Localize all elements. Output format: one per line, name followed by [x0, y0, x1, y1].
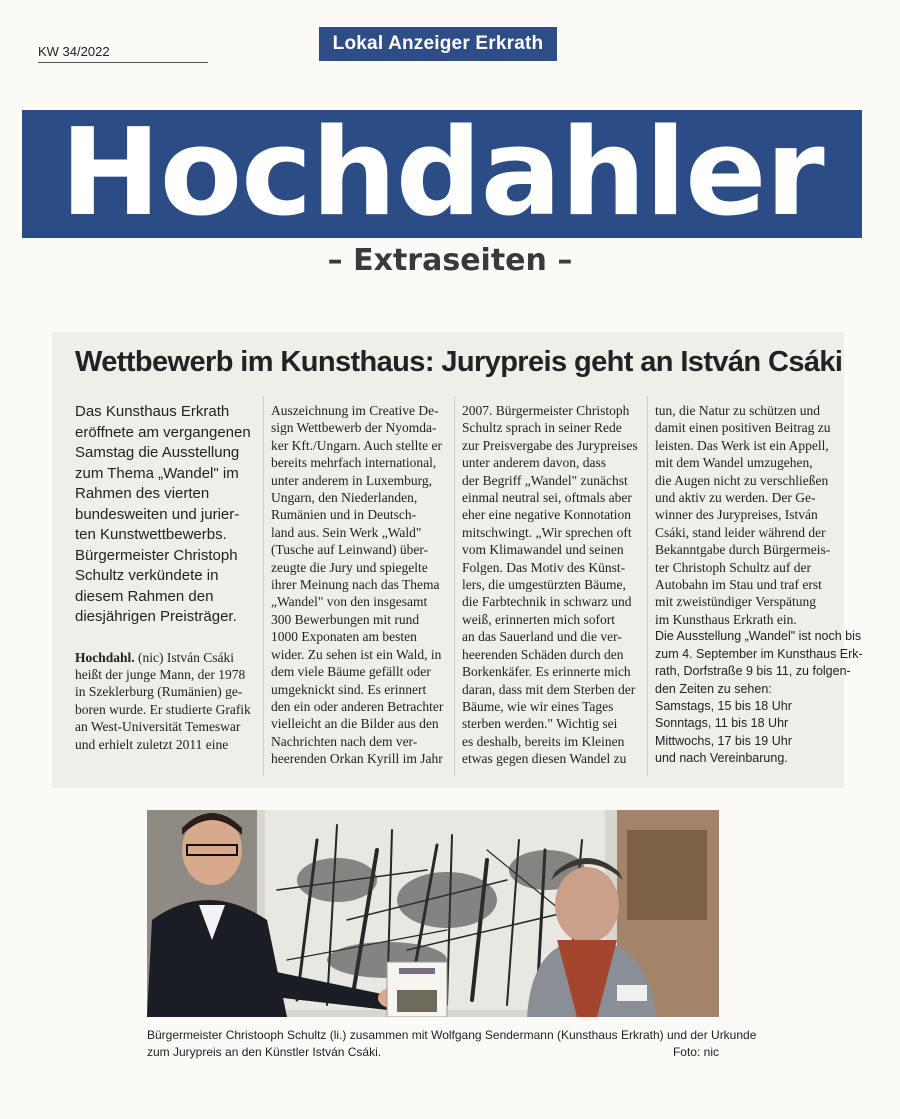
body-line: daran, dass mit dem Sterben der: [462, 681, 636, 697]
body-line: zur Preisvergabe des Jurypreises: [462, 437, 638, 453]
body-line: die Augen nicht zu verschließen: [655, 472, 829, 488]
lead-line: diesem Rahmen den: [75, 587, 214, 605]
photo-illustration: [147, 810, 719, 1017]
body-line: Ungarn, den Niederlanden,: [271, 490, 418, 506]
body-line: einmal neutral sei, oftmals aber: [462, 490, 632, 506]
info-line: Samstags, 15 bis 18 Uhr: [655, 698, 792, 713]
body-line: im Kunsthaus Erkrath ein.: [655, 611, 797, 627]
body-line: sterben werden." Wichtig sei: [462, 716, 618, 732]
body-line: Autobahn im Stau und traf erst: [655, 577, 822, 593]
body-line: Bäume, wie wir eines Tages: [462, 698, 614, 714]
article-body-start: [75, 649, 255, 753]
photo-credit: Foto: nic: [672, 1045, 719, 1059]
body-line: mitschwingt. „Wir sprechen oft: [462, 524, 632, 540]
article-headline: Wettbewerb im Kunsthaus: Jurypreis geht an István Csáki: [75, 346, 843, 378]
body-line: boren wurde. Er studierte Grafik: [75, 701, 251, 717]
body-line: etwas gegen diesen Wandel zu: [462, 751, 627, 767]
body-line: den ein oder anderen Betrachter: [271, 698, 444, 714]
lead-line: Das Kunsthaus Erkrath: [75, 403, 230, 420]
body-line: heerenden Schäden durch den: [462, 646, 624, 662]
lead-line: ten Kunstwettbewerbs.: [75, 526, 227, 543]
info-line: und nach Vereinbarung.: [655, 751, 788, 766]
newspaper-name: Lokal Anzeiger Erkrath: [319, 27, 557, 61]
article-photo: [147, 810, 719, 1017]
body-line: unter anderem davon, dass: [462, 455, 606, 471]
lead-line: Rahmen des vierten: [75, 485, 210, 502]
article-column-1: [75, 402, 255, 753]
column-divider: [647, 396, 648, 776]
body-line: Schultz sprach in seiner Rede: [462, 420, 622, 436]
body-line: damit einen positiven Beitrag zu: [655, 420, 831, 436]
body-line: mit zweistündiger Verspätung: [655, 594, 816, 610]
body-line: ker Kft./Ungarn. Auch stellte er: [271, 437, 442, 453]
article-lead: [75, 402, 255, 628]
body-line: 2007. Bürgermeister Christoph: [462, 403, 630, 418]
info-line: den Zeiten zu sehen:: [655, 681, 772, 696]
exhibition-info: [655, 628, 863, 767]
body-line: und erhielt zuletzt 2011 eine: [75, 736, 229, 752]
body-line: Auszeichnung im Creative De-: [271, 403, 439, 418]
lead-line: diesjährigen Preisträger.: [75, 608, 237, 625]
body-line: vielleicht an die Bilder aus den: [271, 716, 439, 732]
body-line: Folgen. Das Motiv des Künst-: [462, 559, 626, 575]
body-line: unter anderem in Luxemburg,: [271, 472, 432, 488]
body-line: umgeknickt sind. Es erinnert: [271, 681, 427, 697]
body-line: leisten. Das Werk ist ein Appell,: [655, 437, 829, 453]
body-line: heißt der junge Mann, der 1978: [75, 666, 246, 682]
info-line: Sonntags, 11 bis 18 Uhr: [655, 716, 789, 731]
body-line: und aktiv zu werden. Der Ge-: [655, 490, 816, 506]
body-line: wider. Zu sehen ist ein Wald, in: [271, 646, 442, 662]
lead-line: bundesweiten und jurier-: [75, 505, 240, 523]
body-line: land aus. Sein Werk „Wald": [271, 524, 422, 540]
caption-line: zum Jurypreis an den Künstler István Csáki.: [147, 1045, 382, 1059]
body-line: vom Klimawandel und seinen: [462, 542, 624, 558]
body-line: zeugte die Jury und spiegelte: [271, 559, 428, 575]
body-line: sign Wettbewerb der Nyomda-: [271, 420, 437, 436]
caption-line: Bürgermeister Christooph Schultz (li.) zusammen mit Wolfgang Sendermann (Kunsthaus Erkrath) und der Urkunde: [147, 1028, 757, 1042]
body-line: 300 Bewerbungen mit rund: [271, 611, 420, 627]
body-line: ter Christoph Schultz auf der: [655, 559, 811, 575]
body-line: „Wandel" von den insgesamt: [271, 594, 428, 610]
column-divider: [454, 396, 455, 776]
lead-line: Bürgermeister Christoph: [75, 546, 238, 564]
body-line: die Farbtechnik in schwarz und: [462, 594, 632, 610]
photo-caption: [147, 1027, 757, 1061]
body-line: [75, 649, 255, 666]
body-line: lers, die umgestürzten Bäume,: [462, 577, 626, 593]
body-line: an das Sauerland und die ver-: [462, 629, 622, 645]
section-label: – Extraseiten –: [327, 243, 573, 278]
body-line: heerenden Orkan Kyrill im Jahr: [271, 751, 443, 767]
lead-line: zum Thema „Wandel" im: [75, 464, 239, 482]
body-line: Csáki, stand leider während der: [655, 524, 826, 540]
lead-line: Schultz verkündete in: [75, 567, 219, 584]
body-line: 1000 Exponaten am besten: [271, 629, 417, 645]
body-line: winner des Jurypreises, István: [655, 507, 818, 523]
body-line: tun, die Natur zu schützen und: [655, 403, 820, 418]
lead-line: eröffnete am vergangenen: [75, 423, 251, 441]
body-line: der Begriff „Wandel" zunächst: [462, 472, 628, 488]
body-line: dem viele Bäume gefällt oder: [271, 664, 431, 680]
article-column-2: [271, 402, 447, 768]
info-line: rath, Dorfstraße 9 bis 11, zu folgen-: [655, 664, 851, 679]
header-rule: [38, 62, 208, 63]
info-line: Mittwochs, 17 bis 19 Uhr: [655, 733, 792, 748]
column-divider: [263, 396, 264, 776]
body-line: Bekanntgabe durch Bürgermeis-: [655, 542, 831, 558]
body-line: weiß, erinnerten mich sofort: [462, 611, 615, 627]
lead-line: Samstag die Ausstellung: [75, 444, 240, 461]
article-column-3: [462, 402, 642, 768]
body-line: mit dem Wandel umzugehen,: [655, 455, 813, 471]
dateline: Hochdahl.: [75, 649, 135, 665]
issue-number: KW 34/2022: [38, 44, 110, 59]
info-line: Die Ausstellung „Wandel" ist noch bis: [655, 629, 862, 644]
info-line: zum 4. September im Kunsthaus Erk-: [655, 646, 863, 661]
masthead: Hochdahler: [22, 110, 862, 238]
body-line: ihrer Meinung nach das Thema: [271, 577, 440, 593]
body-text: (nic) István Csáki: [134, 649, 235, 665]
body-line: an West-Universität Temeswar: [75, 719, 241, 735]
body-line: Borkenkäfer. Es erinnerte mich: [462, 664, 631, 680]
body-line: es deshalb, bereits im Kleinen: [462, 733, 625, 749]
body-line: in Szeklerburg (Rumänien) ge-: [75, 684, 243, 700]
body-line: Rumänien und in Deutsch-: [271, 507, 417, 523]
body-line: (Tusche auf Leinwand) über-: [271, 542, 429, 558]
body-line: Nachrichten nach dem ver-: [271, 733, 418, 749]
body-line: bereits mehrfach international,: [271, 455, 437, 471]
body-line: eher eine negative Konnotation: [462, 507, 632, 523]
article-column-4: [655, 402, 863, 768]
